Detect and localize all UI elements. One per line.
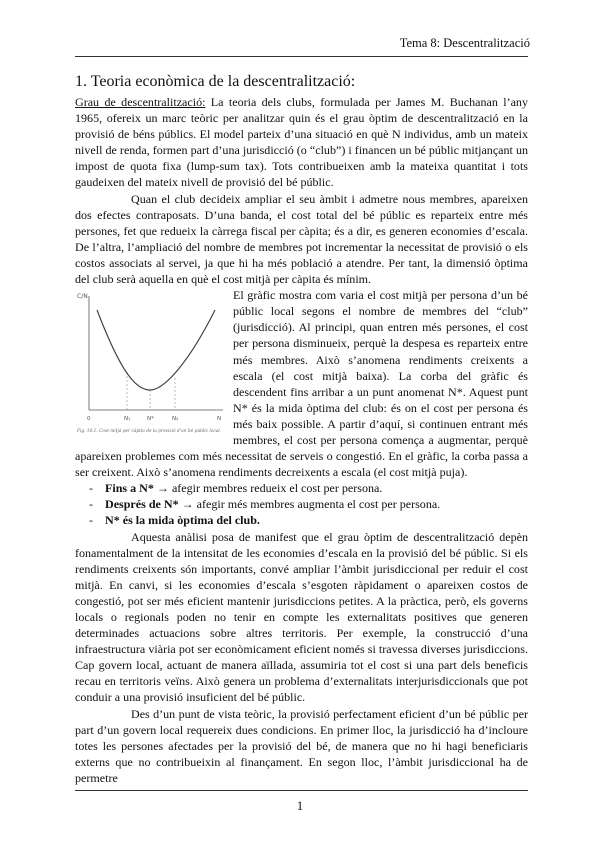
bullet-bold: Fins a N* → xyxy=(105,481,169,496)
paragraph-intro-text: La teoria dels clubs, formulada per James M. Buchanan l’any 1965, ofereix un marc teòric per analitzar quin és el grau òptim de descentralització en la provisió de béns públics. El model parteix d’una situació en què N individus, amb un mateix nivell de renda, formen part d’una jurisdicció (o “club”) i financen un bé públic mitjançant un impost de quota fixa (lump-sum tax). Tots contribueixen amb la mateixa quantitat i tots gaudeixen del mateix nivell de provisió del bé públic. xyxy=(75,95,528,190)
paragraph-conditions: Des d’un punt de vista teòric, la provisió perfectament eficient d’un bé públic per part d’un govern local requereix dues condicions. En primer lloc, la jurisdicció ha d’incloure totes les persones afectades per la provisió del bé, de manera que no hi hagi beneficiaris externs que no contribueixin al finançament. En segon lloc, l’àmbit jurisdiccional ha de permetre xyxy=(75,706,528,785)
header-rule xyxy=(75,56,528,57)
paragraph-analysis: Aquesta anàlisi posa de manifest que el grau òptim de descentralització depèn fonamentalment de la intensitat de les economies d’escala en la provisió del bé públic. Si els rendiments creixents són importants, convé ampliar l’àmbit jurisdiccional per reduir el cost mitjà. En canvi, si les economies d’escala s’esgoten ràpidament o apareixen costos de congestió, pot ser més eficient mantenir jurisdiccions petites. A la pràctica, però, els governs locals o regionals poden no tenir en compte les externalitats positives que generen determinades actuacions sobre altres territoris. Per exemple, la construcció d’una infraestructura viària pot ser econòmicament eficient només si travessa diverses jurisdiccions. Cap govern local, actuant de manera aïllada, assumiria tot el cost si una part dels beneficis recau en territoris veïns. Això genera un problema d’externalitats interjurisdiccionals que pot conduir a una provisió insuficient del bé públic. xyxy=(75,529,528,705)
term-label: Grau de descentralització: xyxy=(75,95,206,109)
figure-caption: Fig. 10.1. Cost mitjà per càpita de la provisió d’un bé públic local. xyxy=(77,429,222,435)
paragraph-graph: El gràfic mostra com varia el cost mitjà per persona d’un bé públic local segons el nombre de membres del “club” (jurisdicció). Al principi, quan entren més persones, el cost per persona disminueix, perquè la despesa es reparteix entre més membres. Això s’anomena rendiments creixents a escala (el cost mitjà baixa). La corba del gràfic és descendent fins arribar a un punt anomenat N*. Aquest punt N* és la mida òptima del club: és on el cost per persona és més baix possible. A partir d’aquí, si continuen entrant més membres, el cost per persona comença a augmentar, perquè apareixen problemes com més necessitat de serveis o congestió. En el gràfic, la corba passa a ser creixent. Això s’anomena rendiments decreixents a escala (el cost mitjà puja). xyxy=(75,288,528,480)
tick-n1: N₁ xyxy=(124,416,131,423)
page-number: 1 xyxy=(296,798,304,813)
tick-0: 0 xyxy=(87,416,91,423)
footer-rule xyxy=(75,790,528,791)
bullet-bold: N* és la mida òptima del club. xyxy=(105,513,260,528)
running-header: Tema 8: Descentralització xyxy=(399,36,530,50)
figure-y-label: C/N xyxy=(77,293,88,301)
average-cost-curve xyxy=(97,310,215,390)
section-title: 1. Teoria econòmica de la descentralització: xyxy=(75,73,356,90)
bullet-item xyxy=(75,480,528,496)
tick-n: N xyxy=(217,416,222,423)
bullet-text: afegir més membres augmenta el cost per persona. xyxy=(193,497,441,512)
paragraph-intro xyxy=(75,94,528,191)
bullet-text: afegir membres redueix el cost per persona. xyxy=(168,481,383,496)
bullet-bold: Després de N* → xyxy=(105,497,194,512)
average-cost-figure xyxy=(75,290,227,445)
key-points-list xyxy=(75,480,528,528)
bullet-item xyxy=(75,496,528,512)
tick-n2: N₂ xyxy=(172,416,179,423)
bullet-item xyxy=(75,512,528,528)
paragraph-effects: Quan el club decideix ampliar el seu àmbit i admetre nous membres, apareixen dos efectes contraposats. D’una banda, el cost total del bé públic es reparteix entre més persones, fet que redueix la càrrega fiscal per càpita; és a dir, es generen economies d’escala. De l’altra, l’ampliació del nombre de membres pot incrementar la necessitat de provisió o els costos associats al servei, ja que hi ha més població a atendre. Per tant, la dimensió òptima del club serà aquella en què el cost mitjà per càpita és mínim. xyxy=(75,191,528,287)
tick-nstar: N* xyxy=(147,416,154,423)
page-content xyxy=(75,72,528,786)
